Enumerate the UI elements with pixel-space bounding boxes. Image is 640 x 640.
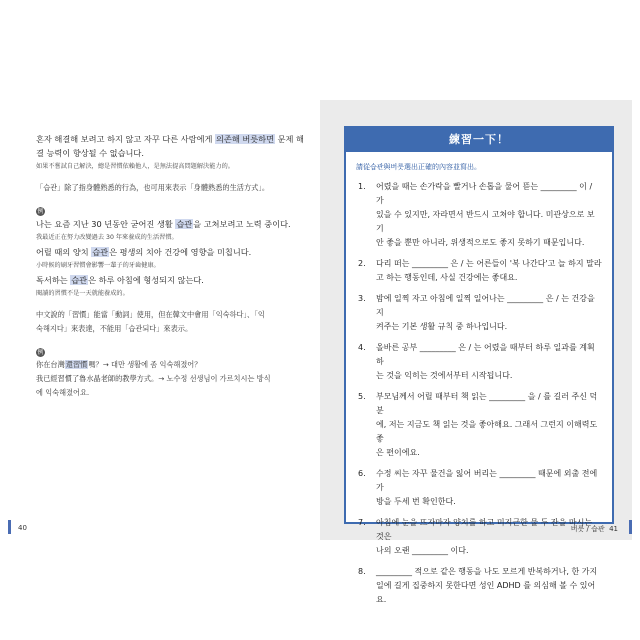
question-number: 7. — [358, 518, 366, 527]
exercise-title: 練習一下！ — [346, 128, 612, 152]
question-item — [358, 257, 602, 285]
question-line: 아침에 눈을 뜨자마자 양치를 하고 미지근한 물 두 잔을 마시는 것은 — [376, 518, 593, 541]
question-line: 부모님께서 어릴 때부터 책 읽는 _________ 을 / 를 길러 주신 덕분 — [376, 392, 598, 415]
highlight: 의존해 버릇하면 — [216, 134, 274, 144]
question-line: 올바른 공부 _________ 은 / 는 어렸을 때부터 하루 일과를 계획하 — [376, 343, 595, 366]
question-line: 다리 떠는 _________ 은 / 는 어른들이 '복 나간다'고 늘 하지 말라 — [376, 259, 602, 268]
example-chinese: 我最近正在努力改變過去 30 年來養成的生活習慣。 — [36, 234, 178, 241]
question-line: 수정 씨는 자꾸 물건을 잃어 버리는 _________ 때문에 외출 전에 가 — [376, 469, 598, 492]
question-item — [358, 341, 602, 383]
chapter-label: 버릇 / 습관 — [570, 525, 605, 533]
question-item — [358, 180, 602, 250]
paragraph-korean: 혼자 해결해 보려고 하지 않고 자꾸 다른 사람에게 의존해 버릇하면 문제 해결 능력이 향상될 수 없습니다. — [36, 134, 304, 158]
example-korean: 나는 요즘 지난 30 년동안 굳어진 생활 습관을 고쳐보려고 노력 중이다. — [36, 219, 291, 229]
exercise-instruction: 請從습관與버릇選出正確的內容並寫出。 — [356, 163, 482, 171]
question-line: 안 좋을 뿐만 아니라, 위생적으로도 좋지 못하기 때문입니다. — [376, 238, 585, 247]
page-footer — [571, 524, 618, 534]
question-line: _________ 적으로 같은 행동을 나도 모르게 반복하거나, 한 가지 — [376, 567, 598, 576]
question-line: 있을 수 있지만, 자라면서 반드시 고쳐야 합니다. 미관상으로 보기 — [376, 210, 595, 233]
question-line: 은 편이에요. — [376, 448, 420, 457]
page-edge-bar — [8, 520, 11, 534]
question-number: 5. — [358, 392, 366, 401]
question-number: 8. — [358, 567, 366, 576]
paragraph-chinese-explanation: 「습관」除了指身體熟悉的行為，也可用來表示「身體熟悉的生活方式」。 — [36, 183, 270, 192]
question-text — [376, 565, 602, 607]
left-page-content — [36, 132, 304, 400]
question-number: 4. — [358, 343, 366, 352]
question-line: 켜주는 기본 생활 규칙 중 하나입니다. — [376, 322, 508, 331]
paragraph-chinese-explanation: 숙해지다」來表達，不能用「습관되다」來表示。 — [36, 324, 193, 333]
example-marker: 例 — [37, 208, 44, 215]
question-number: 3. — [358, 294, 366, 303]
question-text — [376, 292, 602, 334]
page-number: 40 — [18, 524, 27, 532]
question-text — [376, 516, 602, 558]
question-line: 어렸을 때는 손가락을 빨거나 손톱을 물어 뜯는 _________ 이 / 가 — [376, 182, 593, 205]
question-item — [358, 390, 602, 460]
question-line: 나의 오랜 _________ 이다. — [376, 546, 469, 555]
question-text — [376, 467, 602, 509]
question-line: 에, 저는 지금도 책 읽는 것을 좋아해요. 그래서 그런지 이해력도 좋 — [376, 420, 598, 443]
question-text — [376, 180, 602, 250]
question-list — [346, 180, 612, 614]
example-korean: 독서하는 습관은 하루 아침에 형성되지 않는다. — [36, 275, 204, 285]
question-item — [358, 516, 602, 558]
question-number: 2. — [358, 259, 366, 268]
example-mixed: 에 익숙해졌어요. — [36, 388, 90, 397]
example-chinese: 閱讀的習慣不是一天就能養成的。 — [36, 290, 129, 297]
example-mixed: 我已經習慣了魯水晶老師的教學方式。→ 노수정 선생님이 가르치시는 방식 — [36, 374, 271, 383]
question-line: 방을 두세 번 확인한다. — [376, 497, 456, 506]
question-line: 고 하는 행동인데, 사실 건강에는 좋대요. — [376, 273, 518, 282]
question-text — [376, 390, 602, 460]
question-text — [376, 257, 602, 285]
example-korean: 어릴 때의 양치 습관은 평생의 치아 건강에 영향을 미칩니다. — [36, 247, 252, 257]
example-marker: 例 — [37, 349, 44, 356]
question-item — [358, 292, 602, 334]
example-mixed: 你在台灣還習慣嗎？→ 대만 생활에 좀 익숙해졌어？ — [36, 360, 202, 369]
question-number: 1. — [358, 182, 366, 191]
question-text — [376, 341, 602, 383]
paragraph-chinese-explanation: 中文說的「習慣」能當「動詞」使用，但在韓文中會用「익숙하다」、「익 — [36, 310, 265, 319]
right-page — [320, 100, 632, 604]
left-page — [8, 100, 308, 540]
question-number: 6. — [358, 469, 366, 478]
question-line: 는 것을 익히는 것에서부터 시작됩니다. — [376, 371, 513, 380]
paragraph-chinese: 如果不嘗試自己解決，總是習慣依賴他人，是無法提高問題解決能力的。 — [36, 163, 234, 170]
page-edge-bar — [629, 520, 632, 534]
page-number: 41 — [609, 525, 618, 533]
question-item — [358, 467, 602, 509]
question-line: 일에 길게 집중하지 못한다면 성인 ADHD 를 의심해 볼 수 있어요. — [376, 581, 596, 604]
question-line: 밤에 일찍 자고 아침에 일찍 일어나는 _________ 은 / 는 건강을 지 — [376, 294, 595, 317]
example-chinese: 小時候的刷牙習慣會影響一輩子的牙齒健康。 — [36, 262, 160, 269]
question-item — [358, 565, 602, 607]
